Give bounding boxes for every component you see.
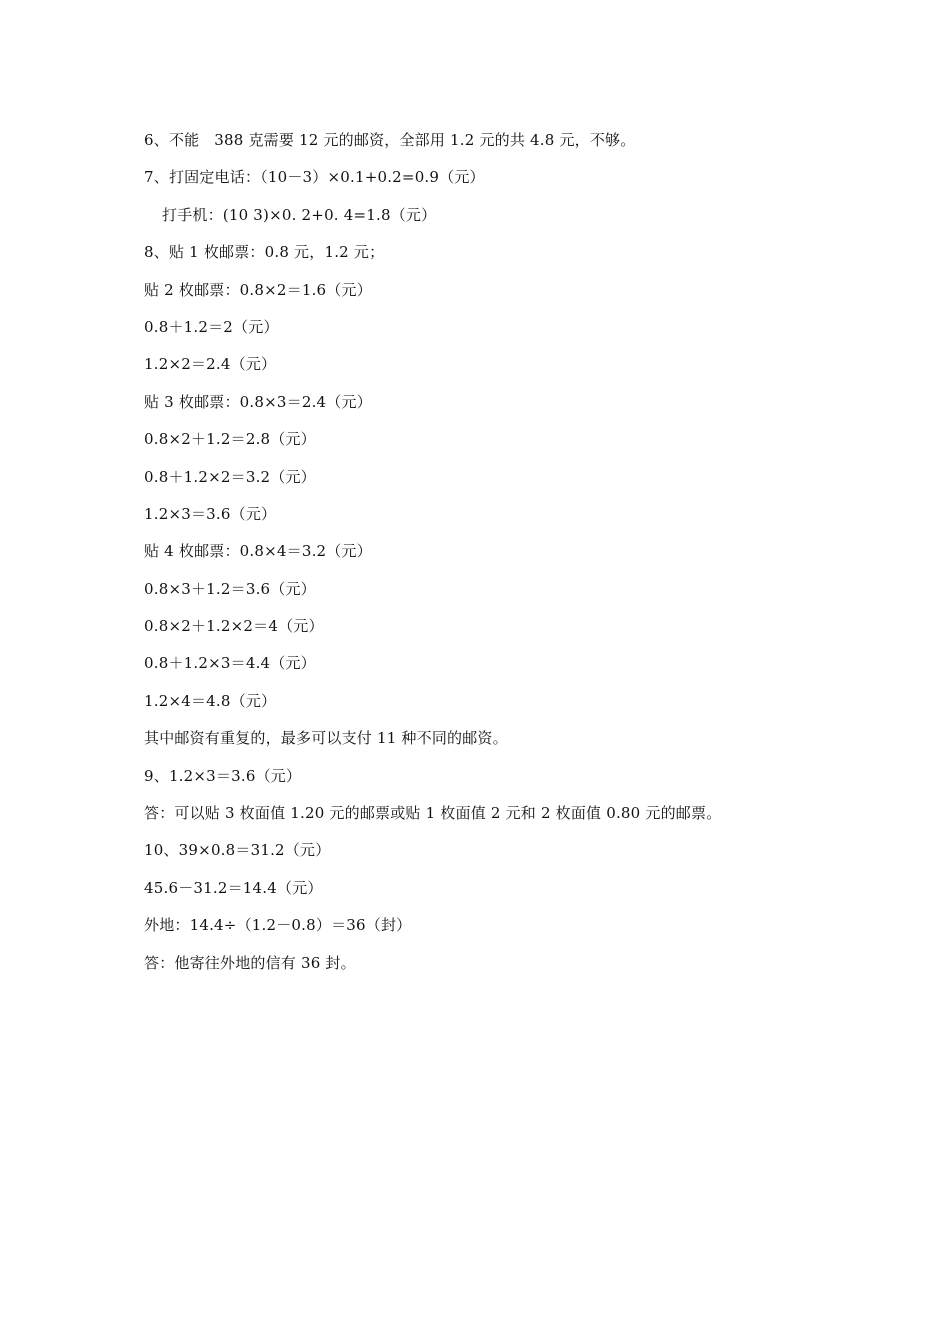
calc-line: 0.8×2＋1.2×2＝4（元） [144,617,324,636]
answer-8-conclusion-line: 其中邮资有重复的，最多可以支付 11 种不同的邮资。 [144,729,508,748]
calc-line: 0.8＋1.2×2＝3.2（元） [144,467,316,486]
answer-6-line: 6、不能 388 克需要 12 元的邮资，全部用 1.2 元的共 4.8 元，不够。 [144,131,636,149]
calc-line: 外地：14.4÷（1.2－0.8）＝36（封） [144,916,412,935]
answer-8-three-stamps-line: 贴 3 枚邮票：0.8×3＝2.4（元） [144,392,372,411]
answer-7-landline-line: 7、打固定电话：（10－3）×0.1+0.2=0.9（元） [144,168,485,187]
answer-8-two-stamps-line: 贴 2 枚邮票：0.8×2＝1.6（元） [144,280,372,299]
calc-line: 1.2×2＝2.4（元） [144,355,277,374]
calc-line: 0.8＋1.2＝2（元） [144,317,279,336]
answer-7-mobile-line: 打手机：(10 3)×0. 2+0. 4=1.8（元） [162,205,437,224]
calc-line: 1.2×4＝4.8（元） [144,691,277,710]
answer-10-calc-line: 10、39×0.8＝31.2（元） [144,841,331,860]
calc-line: 0.8×3＋1.2＝3.6（元） [144,579,316,598]
answer-8-one-stamp-line: 8、贴 1 枚邮票：0.8 元，1.2 元； [144,243,385,262]
answer-8-four-stamps-line: 贴 4 枚邮票：0.8×4＝3.2（元） [144,542,372,561]
calc-line: 1.2×3＝3.6（元） [144,504,277,523]
answer-9-calc-line: 9、1.2×3＝3.6（元） [144,766,302,785]
answer-10-conclusion-line: 答：他寄往外地的信有 36 封。 [144,953,356,972]
calc-line: 45.6－31.2＝14.4（元） [144,878,323,897]
answer-text-block [144,122,844,982]
calc-line: 0.8＋1.2×3＝4.4（元） [144,654,316,673]
calc-line: 0.8×2＋1.2＝2.8（元） [144,430,316,449]
answer-9-conclusion-line: 答：可以贴 3 枚面值 1.20 元的邮票或贴 1 枚面值 2 元和 2 枚面值 0.80 元的邮票。 [144,804,722,823]
